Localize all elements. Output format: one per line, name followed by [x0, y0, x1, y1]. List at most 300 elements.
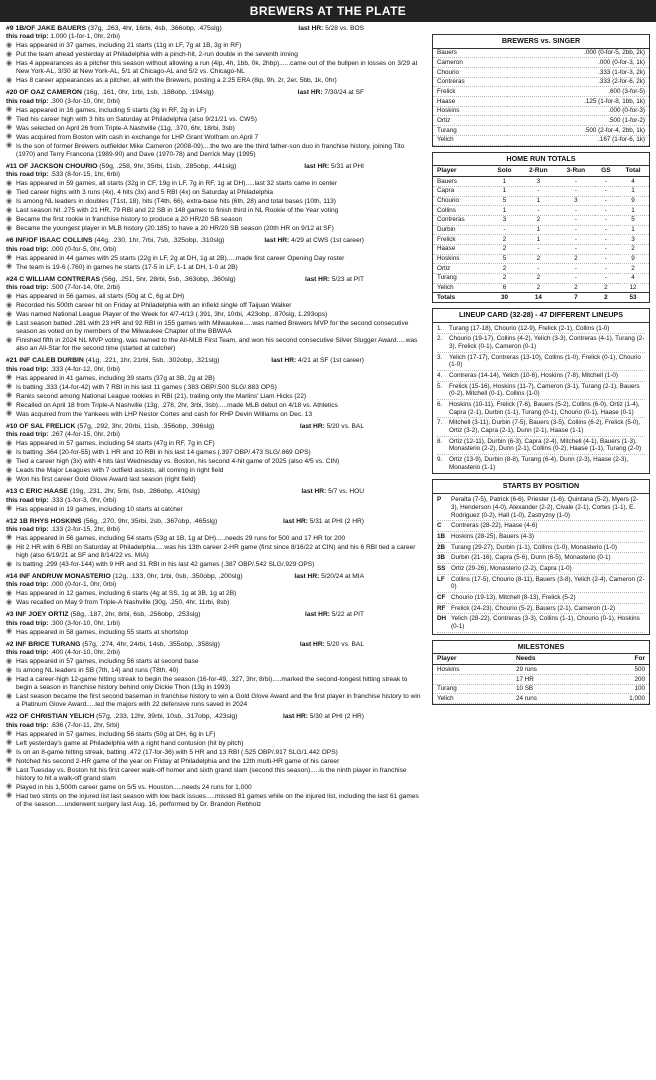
road-trip-label: this road trip:	[6, 365, 49, 373]
hr-cell: Durbin	[433, 225, 489, 235]
vs-pitcher-row	[433, 97, 649, 107]
position-starters: Peralta (7-5), Patrick (6-6), Priester (1-6), Quintana (5-2), Myers (2-3), Henderson (4-0), Alexander (2-2), Civale (2-1), Cortes (1-1), E. Rodriguez (0-2), Hall (1-0), Zastryzny (1-0)	[451, 496, 639, 519]
lineup-spot	[437, 455, 645, 472]
page-header	[0, 0, 656, 22]
milestone-cell: 500	[587, 665, 649, 675]
last-hr	[300, 641, 424, 649]
starts-by-position-box	[432, 479, 650, 634]
player-season-stats: (41g, .221, 1hr, 21rbi, 5sb, .302obp, .321slg)	[85, 357, 220, 365]
milestone-cell: Hoskins	[433, 665, 512, 675]
road-trip-value: 1.000 (1-for-1, 0hr, 2rbi)	[50, 33, 120, 41]
road-trip-line	[6, 722, 424, 730]
vs-pitcher-row	[433, 49, 649, 58]
vs-player-name: Ortiz	[433, 116, 507, 126]
player-note: ◉ The team is 19-6 (.760) in games he starts (17-5 in LF, 1-1 at DH, 1-0 at 2B)	[6, 264, 424, 272]
hr-cell: -	[489, 225, 519, 235]
last-hr-label: last HR:	[294, 573, 322, 581]
player-note: ◉ Has 4 appearances as a pitcher this season without allowing a run (4ip, 4h, 1bb, 0k, 2hbp)......came out of the bullpen in losses on 3/29 at New York-AL, 3/30 at New York-AL, 5/1 at Chicago-AL and 5/2 vs. Chicago-NL	[6, 60, 424, 76]
player-note: ◉ Last season hit .275 with 21 HR, 79 RBI and 22 SB in 148 games to finish third in NL Rookie of the Year voting	[6, 207, 424, 215]
lineup-spot	[437, 382, 645, 400]
player-note: ◉ Had two stints on the injured list last season with low back issues.....missed 81 games while on the injured list, including the last 61 games of the season.....underwent surgery last Aug. 16, performed by Dr. Brandon Rebholz	[6, 793, 424, 809]
player-name-text: #9 1B/OF JAKE BAUERS	[6, 25, 87, 32]
lineup-card-list	[433, 323, 649, 474]
road-trip-label: this road trip:	[6, 431, 49, 439]
last-hr-value: 7/30/24 at SF	[324, 89, 364, 97]
vs-pitcher-row	[433, 116, 649, 126]
position-code: LF	[437, 575, 445, 583]
player-note: ◉ Has appeared in 57 games, including 54 starts (47g in RF, 7g in CF)	[6, 440, 424, 448]
vs-player-value: .333 (2-for-6, 2k)	[507, 77, 649, 87]
player-note: ◉ Leads the Major Leagues with 7 outfield assists, all coming in right field	[6, 467, 424, 475]
road-trip-label: this road trip:	[6, 496, 49, 504]
position-starters: Chourio (19-13), Mitchell (8-13), Frelick (5-2)	[451, 593, 576, 601]
last-hr-value: 5/7 vs. HOU	[328, 488, 364, 496]
player-name	[6, 573, 243, 581]
milestone-row	[433, 665, 649, 675]
player-notes-list	[6, 293, 424, 353]
position-starters: Hoskins (28-25), Bauers (4-3)	[451, 532, 534, 540]
player-header	[6, 237, 424, 245]
milestone-cell: Turang	[433, 684, 512, 694]
home-run-totals-table	[433, 166, 649, 302]
player-block	[6, 25, 424, 85]
road-trip-value: .636 (7-for-11, 2hr, 5rbi)	[50, 721, 120, 729]
player-notes-list	[6, 180, 424, 233]
lineup-spot-players: Ortiz (12-11), Durbin (6-3), Capra (2-4), Mitchell (4-1), Bauers (1-3), Monasterio (2-2), Dunn (2-1), Collins (0-2), Haase (1-1), Turang (2-0)	[449, 437, 642, 453]
hr-row	[433, 264, 649, 274]
player-note: ◉ Last season became the first second baseman in franchise history to win a Gold Glove Award and the first player in franchise history to win a Platinum Glove Award.....led the majors with 22 defensive runs saved in 2024	[6, 693, 424, 709]
last-hr-value: 5/22 at PIT	[331, 611, 364, 619]
hr-row	[433, 283, 649, 293]
player-name	[6, 641, 220, 649]
milestone-cell: 10 SB	[512, 684, 587, 694]
hr-cell: 2	[557, 254, 595, 264]
hr-cell: Contreras	[433, 215, 489, 225]
hr-cell: -	[595, 244, 617, 254]
player-header	[6, 573, 424, 581]
player-note: ◉ Is among NL leaders in SB (7th, 14) and runs (T8th, 40)	[6, 667, 424, 675]
hr-cell: 3	[557, 196, 595, 206]
road-trip-line	[6, 431, 424, 439]
last-hr	[264, 237, 424, 245]
vs-player-value: .500 (1-for-2)	[507, 116, 649, 126]
player-note: ◉ Last Tuesday vs. Boston hit his first career walk-off homer and sixth grand slam (second this season).....is the ninth player in franchise history to hit a walk-off grand slam	[6, 767, 424, 783]
player-note: ◉ Became the first rookie in franchise history to produce a 20 HR/20 SB season	[6, 216, 424, 224]
position-code: RF	[437, 604, 446, 612]
last-hr-value: 5/20/24 at MIA	[321, 573, 364, 581]
last-hr	[271, 357, 424, 365]
hr-cell: -	[595, 196, 617, 206]
road-trip-value: .267 (4-for-15, 0hr, 2rbi)	[50, 431, 120, 439]
player-name-text: #2 INF BRICE TURANG	[6, 640, 81, 648]
hr-cell: 3	[520, 177, 558, 187]
hr-total-cell: 30	[489, 293, 519, 302]
hr-cell: 4	[617, 177, 649, 187]
position-code: SS	[437, 564, 446, 572]
milestone-cell: Yelich	[433, 694, 512, 704]
vs-player-value: .000 (0-for-5, 2bb, 2k)	[507, 49, 649, 58]
hr-row	[433, 235, 649, 245]
last-hr-label: last HR:	[299, 640, 327, 648]
player-season-stats: (44g, .230, 1hr, 7rbi, 7sb, .325obp, .310slg)	[94, 237, 225, 245]
last-hr	[301, 488, 424, 496]
milestone-column-header: Player	[433, 654, 512, 664]
position-code: C	[437, 522, 442, 530]
player-name-text: #3 INF JOEY ORTIZ	[6, 611, 69, 619]
lineup-spot-number: 1.	[437, 324, 443, 332]
hr-cell: 2	[520, 283, 558, 293]
hr-cell: -	[595, 225, 617, 235]
lineup-spot	[437, 324, 645, 335]
player-season-stats: (19g, .231, 2hr, 5rbi, 0sb, .286obp, .410slg)	[69, 488, 200, 496]
last-hr	[300, 423, 424, 431]
lineup-spot-players: Yelich (17-17), Contreras (13-10), Collins (1-0), Frelick (0-1), Chourio (1-0)	[449, 353, 641, 369]
hr-cell: 2	[520, 215, 558, 225]
player-block	[6, 357, 424, 418]
player-note: ◉ Is on an 8-game hitting streak, batting .472 (17-for-36) with 5 HR and 13 RBI (.525 OBP/.917 SLG/1.442 OPS)	[6, 749, 424, 757]
hr-cell: 6	[489, 283, 519, 293]
player-season-stats: (56g, .270, 9hr, 35rbi, 2sb, .367obp, .465slg)	[83, 517, 218, 525]
last-hr-label: last HR:	[304, 275, 332, 283]
player-note: ◉ Has appeared in 12 games, including 6 starts (4g at SS, 1g at 3B, 1g at 2B)	[6, 590, 424, 598]
hr-cell: -	[595, 177, 617, 187]
milestone-cell: 200	[587, 675, 649, 685]
position-starters: Collins (17-5), Chourio (8-11), Bauers (3-8), Yelich (2-4), Cameron (2-0)	[451, 575, 645, 591]
hr-cell: Yelich	[433, 283, 489, 293]
milestone-cell: 29 runs	[512, 665, 587, 675]
hr-cell: 2	[489, 264, 519, 274]
player-header	[6, 641, 424, 649]
road-trip-value: .533 (8-for-15, 1hr, 6rbi)	[50, 171, 120, 179]
player-note: ◉ Had a career-high 12-game hitting streak to begin the season (16-for-49, .327, 3hr, 8rbi).....marked the second-longest hitting streak to begin a season in franchise history behind only Dickie Thon (13g in 1993)	[6, 676, 424, 692]
vs-player-name: Cameron	[433, 58, 507, 68]
hr-cell: -	[557, 215, 595, 225]
position-row	[437, 614, 645, 632]
player-notes-list	[6, 107, 424, 159]
hr-row	[433, 177, 649, 187]
player-block	[6, 89, 424, 159]
player-name-text: #20 OF OAZ CAMERON	[6, 89, 82, 97]
last-hr-label: last HR:	[301, 488, 329, 496]
road-trip-value: .333 (4-for-12, 0hr, 0rbi)	[50, 365, 120, 373]
hr-column-header: GS	[595, 166, 617, 176]
last-hr-value: 5/20 vs. BAL	[326, 640, 364, 648]
player-note: ◉ Recalled on April 18 from Triple-A Nashville (13g, .278, 2hr, 3rbi, 3sb).....made MLB debut on 4/18 vs. Athletics	[6, 402, 424, 410]
hr-cell: 1	[520, 235, 558, 245]
position-code: 1B	[437, 532, 446, 540]
milestones-box	[432, 640, 650, 705]
player-header	[6, 163, 424, 171]
last-hr-value: 5/31 at PHI (2 HR)	[309, 517, 364, 525]
last-hr-label: last HR:	[304, 611, 332, 619]
last-hr-value: 4/21 at SF (1st career)	[298, 357, 364, 365]
vs-pitcher-title: BREWERS vs. SINGER	[433, 35, 649, 49]
player-note: ◉ Has appeared in 44 games with 25 starts (22g in LF, 2g at DH, 1g at 2B).....made first career Opening Day roster	[6, 255, 424, 263]
lineup-card-box	[432, 308, 650, 475]
hr-totals-row	[433, 293, 649, 302]
road-trip-label: this road trip:	[6, 721, 49, 729]
home-run-totals-box	[432, 152, 650, 303]
hr-cell: -	[595, 186, 617, 196]
hr-total-cell: 7	[557, 293, 595, 302]
player-block	[6, 488, 424, 513]
hr-cell: 1	[617, 186, 649, 196]
player-note: ◉ Has appeared in 56 games, including 54 starts (53g at 1B, 1g at DH).....needs 29 runs for 500 and 17 HR for 200	[6, 535, 424, 543]
hr-cell: 3	[617, 235, 649, 245]
player-name	[6, 25, 222, 33]
hr-cell: Frelick	[433, 235, 489, 245]
hr-column-header: Solo	[489, 166, 519, 176]
hr-cell: 2	[557, 283, 595, 293]
hr-cell: -	[557, 177, 595, 187]
last-hr-label: last HR:	[299, 422, 327, 430]
road-trip-label: this road trip:	[6, 245, 49, 253]
player-note: ◉ Tied his career high with 3 hits on Saturday at Philadelphia (also 9/21/21 vs. CWS)	[6, 116, 424, 124]
player-note: ◉ Has appeared in 37 games, including 21 starts (11g in LF, 7g at 1B, 3g in RF)	[6, 42, 424, 50]
player-block	[6, 518, 424, 569]
player-block	[6, 573, 424, 607]
player-block	[6, 276, 424, 354]
hr-cell: Capra	[433, 186, 489, 196]
player-note: ◉ Has appeared in 56 games, all starts (50g at C, 6g at DH)	[6, 293, 424, 301]
vs-player-name: Yelich	[433, 135, 507, 145]
hr-cell: 3	[489, 215, 519, 225]
hr-row	[433, 225, 649, 235]
hr-cell: -	[520, 186, 558, 196]
player-note: ◉ Left yesterday's game at Philadelphia with a right hand contusion (hit by pitch)	[6, 740, 424, 748]
player-season-stats: (16g, .161, 0hr, 1rbi, 1sb, .188obp, .194slg)	[83, 89, 214, 97]
starts-by-position-title: STARTS BY POSITION	[433, 480, 649, 494]
player-note: ◉ Was recalled on May 9 from Triple-A Nashville (30g, .250, 4hr, 11rbi, 8sb)	[6, 599, 424, 607]
hr-column-header: 2-Run	[520, 166, 558, 176]
player-notes-list	[6, 255, 424, 272]
vs-pitcher-row	[433, 87, 649, 97]
position-code: 2B	[437, 543, 446, 551]
player-season-stats: (57g, .274, 4hr, 24rbi, 14sb, .355obp, .358slg)	[82, 640, 220, 648]
road-trip-label: this road trip:	[6, 284, 49, 292]
vs-player-value: .000 (0-for-3, 1k)	[507, 58, 649, 68]
player-block	[6, 713, 424, 809]
milestones-title: MILESTONES	[433, 641, 649, 655]
lineup-spot	[437, 400, 645, 418]
milestone-cell: 100	[587, 684, 649, 694]
player-season-stats: (37g, .263, 4hr, 16rbi, 4sb, .366obp, .475slg)	[87, 25, 222, 32]
player-name-text: #21 INF CALEB DURBIN	[6, 357, 84, 365]
road-trip-line	[6, 526, 424, 534]
last-hr-value: 5/28 vs. BOS	[325, 25, 364, 32]
milestone-column-header: Needs	[512, 654, 587, 664]
hr-cell: -	[557, 225, 595, 235]
vs-pitcher-row	[433, 58, 649, 68]
road-trip-value: .000 (0-for-1, 0hr, 0rbi)	[50, 581, 117, 589]
player-notes-list	[6, 731, 424, 809]
player-note: ◉ Is the son of former Brewers outfielder Mike Cameron (2008-09)....the two are the third father-son duo in franchise history, joining Tito (1970) and Terry Francona (1989-90) and Dave (1970-78) and Derrick May (1995)	[6, 143, 424, 159]
hr-cell: -	[595, 264, 617, 274]
hr-total-cell: 2	[595, 293, 617, 302]
player-name	[6, 611, 200, 619]
player-name-text: #14 INF ANDRUW MONASTERIO	[6, 573, 111, 581]
vs-player-name: Frelick	[433, 87, 507, 97]
player-note: ◉ Was named National League Player of the Week for 4/7-4/13 (.391, 3hr, 10rbi, .423obp, .870slg, 1.293ops)	[6, 311, 424, 319]
position-starters: Durbin (21-16), Capra (5-6), Dunn (6-5), Monasterio (0-1)	[451, 554, 611, 562]
vs-pitcher-table	[433, 49, 649, 146]
road-trip-value: .300 (3-for-10, 0hr, 1rbi)	[50, 619, 120, 627]
last-hr	[305, 276, 424, 284]
milestone-cell: 17 HR	[512, 675, 587, 685]
hr-cell: 4	[617, 273, 649, 283]
hr-total-cell: Totals	[433, 293, 489, 302]
player-notes-list	[6, 590, 424, 607]
hr-cell: 1	[489, 186, 519, 196]
player-block	[6, 611, 424, 636]
vs-player-name: Contreras	[433, 77, 507, 87]
player-note: ◉ Is among NL leaders in doubles (T1st, 18), hits (T4th, 66), extra-base hits (6th, 28) and total bases (10th, 113)	[6, 198, 424, 206]
lineup-spot	[437, 418, 645, 436]
last-hr	[305, 611, 424, 619]
last-hr-value: 5/31 at PHI	[331, 162, 364, 170]
vs-pitcher-row	[433, 126, 649, 136]
hr-cell: 9	[617, 196, 649, 206]
player-header	[6, 276, 424, 284]
lineup-spot-players: Hoskins (10-11), Frelick (7-6), Bauers (5-2), Collins (6-0), Ortiz (1-4), Capra (2-1), Durbin (1-1), Turang (0-1), Chourio (0-1), Haase (0-1)	[449, 401, 640, 416]
player-name	[6, 488, 200, 496]
position-row	[437, 543, 645, 554]
hr-cell: 1	[489, 177, 519, 187]
player-note: ◉ Is batting .364 (20-for-55) with 1 HR and 10 RBI in his last 14 games (.397 OBP/.473 SLG/.869 OPS)	[6, 449, 424, 457]
player-header	[6, 357, 424, 365]
vs-player-value: .125 (1-for-8, 1bb, 1k)	[507, 97, 649, 107]
player-note: ◉ Tied career highs with 3 runs (4x), 4 hits (3x) and 5 RBI (4x) on Saturday at Philadelphia	[6, 189, 424, 197]
last-hr	[283, 713, 424, 721]
player-note: ◉ Tied a career high (3x) with 4 hits last Wednesday vs. Boston, his second 4-hit game of 2025 (also 4/5 vs. CIN)	[6, 458, 424, 466]
hr-cell: -	[557, 264, 595, 274]
lineup-spot-number: 5.	[437, 382, 443, 390]
vs-pitcher-row	[433, 106, 649, 116]
player-header	[6, 423, 424, 431]
player-note: ◉ Was selected on April 26 from Triple-A Nashville (11g, .370, 6hr, 18rbi, 3sb)	[6, 125, 424, 133]
position-starters: Ortiz (29-26), Monasterio (2-2), Capra (1-0)	[451, 564, 572, 572]
player-season-stats: (12g, .133, 0hr, 1rbi, 0sb, .350obp, .200slg)	[112, 573, 243, 581]
lineup-spot-number: 2.	[437, 335, 443, 343]
player-notes-list	[6, 658, 424, 709]
position-starters: Frelick (24-23), Chourio (5-2), Bauers (2-1), Cameron (1-2)	[451, 604, 616, 612]
vs-player-name: Hoskins	[433, 106, 507, 116]
last-hr-value: 5/30 at PHI (2 HR)	[309, 713, 364, 721]
player-name-text: #6 INF/OF ISAAC COLLINS	[6, 237, 93, 245]
player-note: ◉ Won his first career Gold Glove Award last season (right field)	[6, 476, 424, 484]
player-note: ◉ Played in his 1,500th career game on 5/5 vs. Houston.....needs 24 runs for 1,000	[6, 784, 424, 792]
milestone-row	[433, 675, 649, 685]
road-trip-line	[6, 581, 424, 589]
road-trip-label: this road trip:	[6, 97, 49, 105]
player-note: ◉ Recorded his 500th career hit on Friday at Philadelphia with an infield single off Taijuan Walker	[6, 302, 424, 310]
road-trip-label: this road trip:	[6, 649, 49, 657]
hr-cell: -	[595, 273, 617, 283]
player-note: ◉ Put the team ahead yesterday at Philadelphia with a pinch-hit, 2-run double in the seventh inning	[6, 51, 424, 59]
lineup-spot	[437, 437, 645, 455]
road-trip-value: .500 (7-for-14, 0hr, 2rbi)	[50, 284, 120, 292]
player-notes-list	[6, 375, 424, 419]
hr-cell: -	[557, 244, 595, 254]
milestone-column-header: For	[587, 654, 649, 664]
vs-pitcher-row	[433, 135, 649, 145]
road-trip-line	[6, 246, 424, 254]
player-note: ◉ Has appeared in 41 games, including 39 starts (37g at 3B, 2g at 2B)	[6, 375, 424, 383]
last-hr-label: last HR:	[304, 162, 331, 170]
last-hr-label: last HR:	[264, 237, 292, 245]
road-trip-label: this road trip:	[6, 581, 49, 589]
position-row	[437, 553, 645, 564]
lineup-spot-players: Mitchell (3-11), Durbin (7-5), Bauers (3-5), Collins (6-2), Frelick (5-0), Ortiz (3-2), Capra (2-1), Dunn (2-1), Haase (1-1)	[449, 419, 641, 435]
hr-cell: -	[595, 254, 617, 264]
player-season-stats: (58g, .187, 2hr, 8rbi, 6sb, .256obp, .253slg)	[70, 611, 201, 619]
player-name	[6, 713, 237, 721]
hr-cell: -	[557, 273, 595, 283]
player-name-text: #13 C ERIC HAASE	[6, 488, 68, 496]
road-trip-line	[6, 620, 424, 628]
player-name-text: #22 OF CHRISTIAN YELICH	[6, 713, 95, 721]
player-name	[6, 357, 219, 365]
position-starters: Turang (29-27), Durbin (1-1), Collins (1-0), Monasterio (1-0)	[451, 543, 617, 551]
hr-cell: 2	[617, 244, 649, 254]
position-row	[437, 495, 645, 521]
position-code: CF	[437, 593, 446, 601]
player-name-text: #12 1B RHYS HOSKINS	[6, 517, 82, 525]
hr-cell: 5	[489, 196, 519, 206]
milestone-cell	[433, 675, 512, 685]
vs-player-name: Chourio	[433, 68, 507, 78]
road-trip-line	[6, 366, 424, 374]
road-trip-value: .300 (3-for-10, 0hr, 0rbi)	[50, 97, 120, 105]
player-season-stats: (57g, .233, 12hr, 39rbi, 10sb, .317obp, .423slg)	[96, 713, 238, 721]
hr-cell: Bauers	[433, 177, 489, 187]
hr-cell: 2	[520, 273, 558, 283]
hr-row	[433, 186, 649, 196]
hr-cell: Ortiz	[433, 264, 489, 274]
hr-cell: -	[595, 215, 617, 225]
player-block	[6, 237, 424, 271]
player-note: ◉ Has appeared in 57 games, including 56 starts (50g at DH, 6g in LF)	[6, 731, 424, 739]
vs-player-value: .333 (1-for-3, 2k)	[507, 68, 649, 78]
lineup-spot	[437, 371, 645, 382]
player-note: ◉ Was acquired from Boston with cash in exchange for LHP Grant Wolfram on April 7	[6, 134, 424, 142]
player-name-text: #10 OF SAL FRELICK	[6, 422, 76, 430]
vs-player-value: .600 (3-for-5)	[507, 87, 649, 97]
lineup-spot-players: Turang (17-18), Chourio (12-9), Frelick (2-1), Collins (1-0)	[449, 324, 610, 332]
hr-cell: Turang	[433, 273, 489, 283]
last-hr	[298, 25, 424, 33]
last-hr-label: last HR:	[298, 25, 326, 32]
road-trip-label: this road trip:	[6, 33, 49, 41]
hr-cell: -	[557, 186, 595, 196]
road-trip-line	[6, 284, 424, 292]
hr-cell: 12	[617, 283, 649, 293]
player-name	[6, 163, 236, 171]
player-name	[6, 423, 214, 431]
player-name	[6, 89, 214, 97]
hr-cell: Chourio	[433, 196, 489, 206]
last-hr-value: 5/23 at PIT	[331, 275, 364, 283]
hr-cell: 1	[489, 206, 519, 216]
milestone-cell: 1,000	[587, 694, 649, 704]
hr-cell: Hoskins	[433, 254, 489, 264]
road-trip-label: this road trip:	[6, 525, 49, 533]
hr-cell: 9	[617, 254, 649, 264]
player-notes-column	[6, 25, 424, 813]
last-hr-label: last HR:	[271, 357, 299, 365]
player-note: ◉ Became the youngest player in MLB history (20.185) to have a 20 HR/20 SB season (20th HR on 9/12 at SF)	[6, 225, 424, 233]
last-hr	[294, 573, 424, 581]
